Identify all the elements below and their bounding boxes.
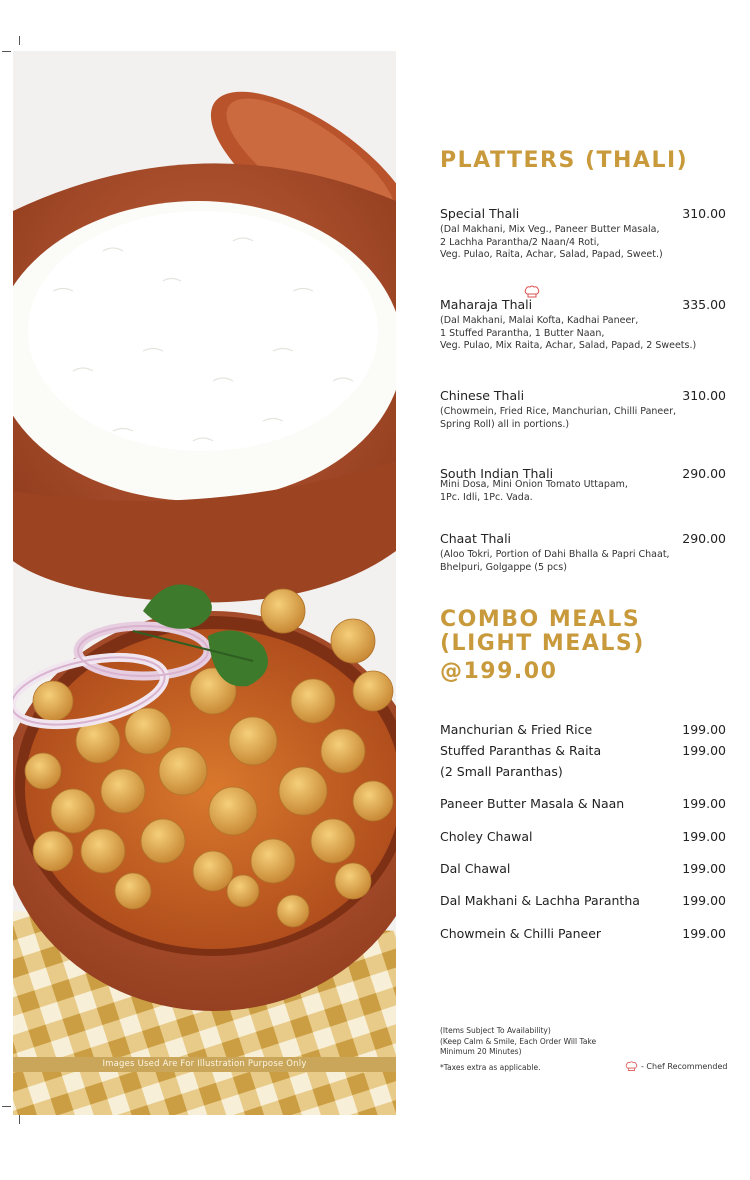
tax-note: *Taxes extra as applicable. [440, 1063, 541, 1072]
item-description: Mini Dosa, Mini Onion Tomato Uttapam, 1Pc. Idli, 1Pc. Vada. [440, 479, 628, 503]
crop-mark [2, 51, 11, 52]
item-name: Special Thali [440, 206, 520, 221]
platters-title: PLATTERS (THALI) [440, 148, 689, 173]
combo-item [440, 893, 726, 908]
crop-mark [19, 1115, 20, 1124]
food-illustration [13, 51, 396, 1115]
combo-item-price: 199.00 [682, 926, 726, 941]
combo-item-name: Paneer Butter Masala & Naan [440, 796, 625, 811]
combo-item [440, 743, 726, 758]
chef-hat-icon [524, 285, 540, 299]
chef-legend [625, 1061, 727, 1072]
chef-legend-label: - Chef Recommended [641, 1062, 728, 1071]
combo-item-name: Choley Chawal [440, 829, 533, 844]
combo-item-name: Stuffed Paranthas & Raita [440, 743, 602, 758]
crop-mark [19, 36, 20, 45]
item-name: South Indian Thali [440, 466, 554, 481]
menu-item [440, 297, 726, 353]
combo-subtitle: (LIGHT MEALS) [440, 631, 645, 656]
menu-item [440, 466, 726, 504]
menu-item [440, 388, 726, 431]
combo-item-note: (2 Small Paranthas) [440, 764, 563, 779]
availability-note: (Items Subject To Availability) (Keep Calm & Smile, Each Order Will Take Minimum 20 Minutes) [440, 1026, 597, 1056]
combo-title: COMBO MEALS [440, 607, 641, 632]
combo-item-name: Dal Chawal [440, 861, 511, 876]
item-name: Chaat Thali [440, 531, 512, 546]
crop-mark [2, 1106, 11, 1107]
combo-item [440, 926, 726, 941]
item-name: Maharaja Thali [440, 297, 533, 312]
combo-item-name: Dal Makhani & Lachha Parantha [440, 893, 640, 908]
menu-item [440, 531, 726, 574]
combo-item-price: 199.00 [682, 893, 726, 908]
combo-item-price: 199.00 [682, 743, 726, 758]
item-price: 310.00 [682, 388, 726, 403]
combo-item-price: 199.00 [682, 722, 726, 737]
combo-item-name: Manchurian & Fried Rice [440, 722, 593, 737]
menu-item [440, 206, 726, 262]
chef-hat-icon [625, 1061, 638, 1072]
item-description: (Dal Makhani, Mix Veg., Paneer Butter Masala, 2 Lachha Parantha/2 Naan/4 Roti, Veg. Pulao, Raita, Achar, Salad, Papad, Sweet.) [440, 224, 663, 260]
food-photo [13, 51, 396, 1115]
item-description: (Chowmein, Fried Rice, Manchurian, Chilli Paneer, Spring Roll) all in portions.) [440, 406, 677, 430]
item-price: 290.00 [682, 531, 726, 546]
combo-item [440, 796, 726, 811]
item-price: 335.00 [682, 297, 726, 312]
item-description: (Dal Makhani, Malai Kofta, Kadhai Paneer, 1 Stuffed Parantha, 1 Butter Naan, Veg. Pulao, Mix Raita, Achar, Salad, Papad, 2 Sweets.) [440, 315, 697, 351]
photo-caption: Images Used Are For Illustration Purpose Only [13, 1057, 396, 1072]
item-description: (Aloo Tokri, Portion of Dahi Bhalla & Papri Chaat, Bhelpuri, Golgappe (5 pcs) [440, 549, 670, 573]
item-price: 290.00 [682, 466, 726, 481]
combo-price-title: @199.00 [440, 659, 558, 684]
combo-item-price: 199.00 [682, 796, 726, 811]
combo-item-price: 199.00 [682, 829, 726, 844]
combo-item [440, 722, 726, 737]
item-price: 310.00 [682, 206, 726, 221]
combo-item [440, 861, 726, 876]
combo-item-price: 199.00 [682, 861, 726, 876]
item-name: Chinese Thali [440, 388, 525, 403]
combo-item-name: Chowmein & Chilli Paneer [440, 926, 602, 941]
combo-item [440, 829, 726, 844]
